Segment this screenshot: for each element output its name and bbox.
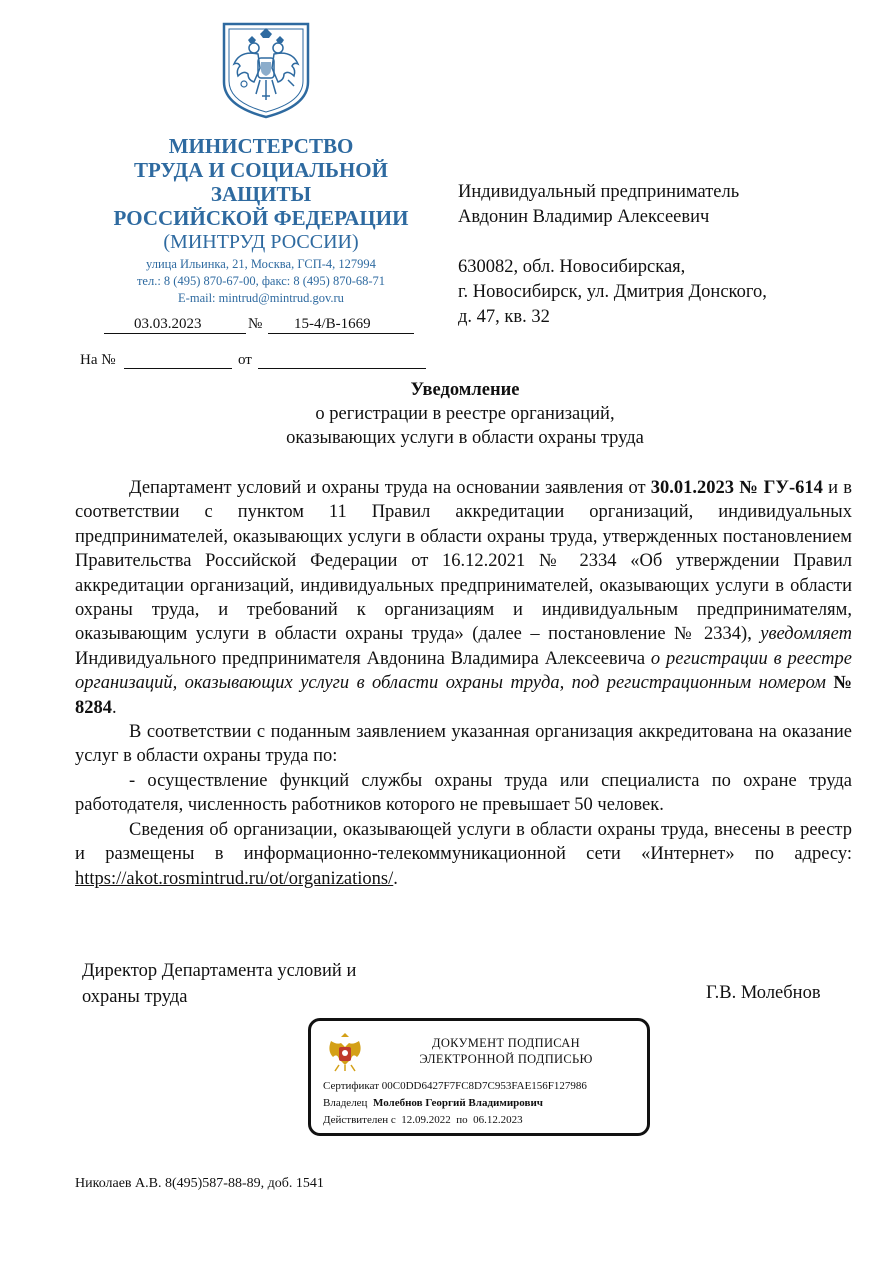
- application-reference: 30.01.2023 № ГУ-614: [650, 478, 823, 498]
- paragraph-3: - осуществление функций службы охраны труда или специалиста по охране труда работодателя, численность работников которого не превышает 50 человек.: [75, 770, 852, 816]
- p1-text-c: и в соответствии с пунктом 11 Правил аккредитации организаций, индивидуальных предпринимателей, оказывающих услуги в области охраны труда, утвержденных постановлением Правительства Российской Федерации от 16.12.2021 № 2334 «Об утверждении Правил аккредитации организаций, индивидуальных предпринимателей, оказывающих услуги в области охраны труда, и требований к организациям и индивидуальным предпринимателям, оказывающим услуги в области охраны труда» (далее – постановление № 2334),: [75, 478, 852, 645]
- p1-text-a: Департамент условий и охраны труда на основании заявления от: [129, 478, 651, 498]
- registration-number: № 8284: [75, 673, 852, 718]
- document-subtitle-1: о регистрации в реестре организаций,: [315, 404, 615, 424]
- letter-number-label: №: [248, 316, 263, 332]
- ministry-address: улица Ильинка, 21, Москва, ГСП-4, 127994: [146, 257, 376, 271]
- p1-registration-text: о регистрации в реестре организаций, оказывающих услуги в области охраны труда, под регистрационным номером: [75, 648, 852, 694]
- stamp-coat-of-arms-icon: [325, 1031, 365, 1073]
- ministry-line-2: ТРУДА И СОЦИАЛЬНОЙ: [134, 158, 388, 182]
- ministry-contacts: [100, 256, 422, 307]
- na-label: На №: [80, 352, 116, 368]
- p4-text: Сведения об организации, оказывающей услуги в области охраны труда, внесены в реестр и размещены в информационно-телекоммуникационной сети «Интернет» по адресу:: [75, 819, 852, 865]
- stamp-owner: [323, 1096, 543, 1110]
- executor-contact: Николаев А.В. 8(495)587-88-89, доб. 1541: [75, 1176, 324, 1191]
- signer-name: Г.В. Молебнов: [706, 983, 821, 1003]
- p4-end: .: [393, 868, 398, 889]
- recipient-name: Авдонин Владимир Алексеевич: [458, 207, 710, 227]
- ministry-name: [100, 134, 422, 254]
- ministry-email: E-mail: mintrud@mintrud.gov.ru: [178, 291, 344, 305]
- ministry-line-4: РОССИЙСКОЙ ФЕДЕРАЦИИ: [113, 206, 409, 230]
- stamp-certificate: [323, 1079, 587, 1093]
- signer-position: [82, 958, 442, 1010]
- ot-label: от: [238, 352, 252, 368]
- recipient-address-1: 630082, обл. Новосибирская,: [458, 257, 686, 277]
- recipient-address-2: г. Новосибирск, ул. Дмитрия Донского,: [458, 282, 767, 302]
- recipient-address-3: д. 47, кв. 32: [458, 307, 550, 327]
- paragraph-4: [75, 818, 852, 891]
- owner-label: Владелец: [323, 1097, 368, 1109]
- document-heading: [60, 378, 870, 450]
- p1-end: .: [112, 697, 117, 718]
- ministry-short-name: (МИНТРУД РОССИИ): [163, 231, 359, 253]
- stamp-validity: [323, 1113, 523, 1127]
- valid-label: Действителен с: [323, 1114, 396, 1126]
- signer-position-line-1: Директор Департамента условий и: [82, 961, 357, 981]
- outgoing-registration-line: [104, 314, 414, 336]
- document-body: [75, 476, 852, 891]
- paragraph-2: В соответствии с поданным заявлением указанная организация аккредитована на оказание услуг в области охраны труда по:: [75, 722, 852, 767]
- certificate-label: Сертификат: [323, 1080, 379, 1092]
- valid-from: 12.09.2022: [401, 1114, 451, 1126]
- p1-notifies: уведомляет: [760, 624, 852, 645]
- recipient-title: Индивидуальный предприниматель: [458, 182, 740, 202]
- letter-number: 15-4/В-1669: [294, 316, 371, 332]
- electronic-signature-stamp: [308, 1018, 650, 1136]
- reply-reference-line: [80, 352, 430, 372]
- ministry-line-3: ЗАЩИТЫ: [210, 182, 312, 206]
- stamp-heading-2: ЭЛЕКТРОННОЙ ПОДПИСЬЮ: [419, 1052, 593, 1066]
- ministry-phone: тел.: 8 (495) 870-67-00, факс: 8 (495) 870-68-71: [136, 274, 386, 288]
- signer-position-line-2: охраны труда: [82, 987, 188, 1007]
- document-subtitle-2: оказывающих услуги в области охраны труда: [286, 428, 644, 448]
- letter-date: 03.03.2023: [134, 316, 202, 332]
- document-title: Уведомление: [410, 380, 520, 400]
- registry-link[interactable]: https://akot.rosmintrud.ru/ot/organizations/: [75, 868, 394, 889]
- p1-text-e: Индивидуального предпринимателя Авдонина Владимира Алексеевича: [75, 648, 651, 669]
- valid-to-label: по: [456, 1114, 468, 1126]
- ministry-line-1: МИНИСТЕРСТВО: [168, 134, 354, 158]
- paragraph-1: [75, 476, 852, 720]
- coat-of-arms-emblem-icon: [218, 20, 314, 120]
- owner-value: Молебнов Георгий Владимирович: [372, 1097, 544, 1109]
- certificate-value: 00C0DD6427F7FC8D7C953FAE156F127986: [381, 1080, 587, 1092]
- stamp-heading-1: ДОКУМЕНТ ПОДПИСАН: [432, 1036, 580, 1050]
- stamp-heading: [371, 1035, 641, 1067]
- recipient-block: [458, 180, 868, 330]
- valid-to: 06.12.2023: [473, 1114, 523, 1126]
